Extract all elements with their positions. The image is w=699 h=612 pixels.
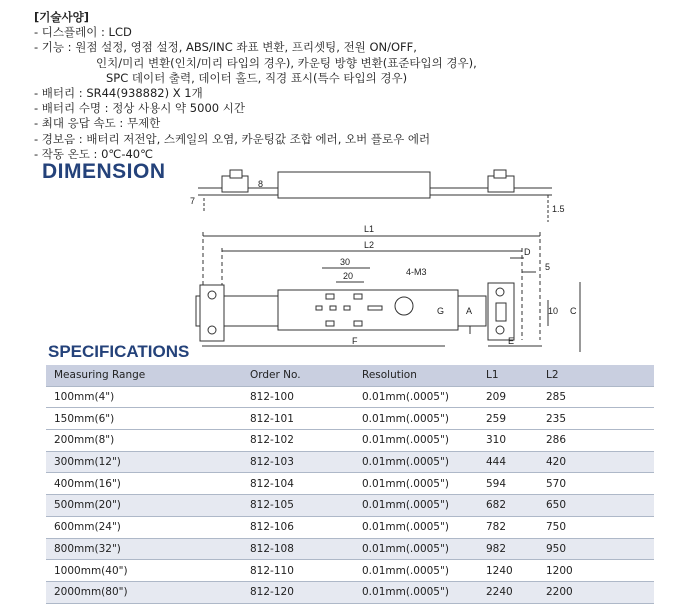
dim-label-5: 5	[545, 262, 551, 272]
cell-resolution: 0.01mm(.0005")	[362, 495, 486, 517]
specifications-title: SPECIFICATIONS	[48, 342, 190, 361]
cell-resolution: 0.01mm(.0005")	[362, 473, 486, 495]
cell-order-no: 812-120	[250, 581, 362, 603]
cell-l2: 286	[546, 430, 654, 452]
dim-label-l2: L2	[364, 240, 375, 250]
dim-label-30: 30	[340, 257, 351, 267]
table-row	[46, 516, 654, 538]
cell-range: 400mm(16")	[46, 473, 250, 495]
dim-label-d: D	[524, 247, 531, 257]
table-row	[46, 538, 654, 560]
table-row	[46, 560, 654, 582]
spec-line-operating-temp: - 작동 온도 : 0℃-40℃	[34, 146, 154, 161]
spec-line-function: - 기능 : 원점 설정, 영점 설정, ABS/INC 좌표 변환, 프리셋팅, 전원 ON/OFF,	[34, 40, 417, 55]
header-resolution: Resolution	[362, 365, 486, 386]
cell-order-no: 812-100	[250, 386, 362, 408]
cell-l2: 420	[546, 451, 654, 473]
dim-label-8: 8	[258, 179, 264, 189]
cell-order-no: 812-101	[250, 408, 362, 430]
table-row	[46, 581, 654, 603]
cell-l1: 1240	[486, 560, 546, 582]
cell-l1: 982	[486, 538, 546, 560]
dim-label-l1: L1	[364, 224, 375, 234]
dim-label-20: 20	[343, 271, 354, 281]
header-l1: L1	[486, 365, 546, 386]
table-row	[46, 386, 654, 408]
cell-range: 150mm(6")	[46, 408, 250, 430]
cell-l2: 750	[546, 516, 654, 538]
cell-l1: 782	[486, 516, 546, 538]
spec-line-alarm: - 경보음 : 배터리 저전압, 스케일의 오염, 카운팅값 조합 에러, 오버 플로우 에러	[34, 131, 431, 146]
cell-range: 800mm(32")	[46, 538, 250, 560]
cell-l2: 650	[546, 495, 654, 517]
table-row	[46, 495, 654, 517]
cell-l1: 682	[486, 495, 546, 517]
spec-line-battery-life: - 배터리 수명 : 정상 사용시 약 5000 시간	[34, 101, 245, 116]
spec-line-function-cont2: SPC 데이터 출력, 데이터 홀드, 직경 표시(특수 타입의 경우)	[106, 70, 408, 85]
cell-order-no: 812-103	[250, 451, 362, 473]
table-row	[46, 473, 654, 495]
cell-l2: 2200	[546, 581, 654, 603]
cell-order-no: 812-108	[250, 538, 362, 560]
cell-resolution: 0.01mm(.0005")	[362, 560, 486, 582]
cell-resolution: 0.01mm(.0005")	[362, 538, 486, 560]
cell-resolution: 0.01mm(.0005")	[362, 430, 486, 452]
cell-order-no: 812-110	[250, 560, 362, 582]
cell-resolution: 0.01mm(.0005")	[362, 408, 486, 430]
table-row	[46, 430, 654, 452]
cell-l1: 2240	[486, 581, 546, 603]
cell-l1: 209	[486, 386, 546, 408]
dim-label-10: 10	[548, 306, 559, 316]
cell-range: 100mm(4")	[46, 386, 250, 408]
dim-label-f: F	[352, 336, 358, 346]
dim-label-7: 7	[190, 196, 196, 206]
table-row	[46, 451, 654, 473]
dim-label-e: E	[508, 336, 515, 346]
cell-range: 2000mm(80")	[46, 581, 250, 603]
spec-line-display: - 디스플레이 : LCD	[34, 25, 132, 40]
table-header-row	[46, 365, 654, 386]
cell-l2: 950	[546, 538, 654, 560]
header-l2: L2	[546, 365, 654, 386]
cell-resolution: 0.01mm(.0005")	[362, 581, 486, 603]
cell-l2: 570	[546, 473, 654, 495]
dim-label-4-m3: 4-M3	[406, 267, 427, 277]
specifications-table	[46, 365, 654, 604]
cell-l1: 310	[486, 430, 546, 452]
table-row	[46, 408, 654, 430]
spec-line-response-speed: - 최대 응답 속도 : 무제한	[34, 116, 161, 131]
cell-l1: 444	[486, 451, 546, 473]
cell-order-no: 812-106	[250, 516, 362, 538]
cell-l2: 285	[546, 386, 654, 408]
spec-line-battery: - 배터리 : SR44(938882) X 1개	[34, 86, 203, 101]
cell-order-no: 812-105	[250, 495, 362, 517]
tech-spec-header: [기술사양]	[34, 10, 89, 24]
cell-resolution: 0.01mm(.0005")	[362, 386, 486, 408]
cell-order-no: 812-102	[250, 430, 362, 452]
cell-l2: 1200	[546, 560, 654, 582]
cell-resolution: 0.01mm(.0005")	[362, 451, 486, 473]
dimension-title: DIMENSION	[42, 160, 166, 183]
cell-l1: 259	[486, 408, 546, 430]
dim-label-1-5: 1.5	[552, 204, 565, 214]
dim-label-c: C	[570, 306, 577, 316]
cell-l2: 235	[546, 408, 654, 430]
cell-range: 300mm(12")	[46, 451, 250, 473]
cell-range: 500mm(20")	[46, 495, 250, 517]
cell-range: 200mm(8")	[46, 430, 250, 452]
cell-order-no: 812-104	[250, 473, 362, 495]
spec-line-function-cont1: 인치/미리 변환(인치/미리 타입의 경우), 카운팅 방향 변환(표준타입의 경우),	[96, 55, 477, 70]
dim-label-a: A	[466, 306, 473, 316]
dim-label-g: G	[437, 306, 445, 316]
cell-resolution: 0.01mm(.0005")	[362, 516, 486, 538]
cell-range: 1000mm(40")	[46, 560, 250, 582]
cell-range: 600mm(24")	[46, 516, 250, 538]
header-order-no: Order No.	[250, 365, 362, 386]
cell-l1: 594	[486, 473, 546, 495]
header-measuring-range: Measuring Range	[46, 365, 250, 386]
